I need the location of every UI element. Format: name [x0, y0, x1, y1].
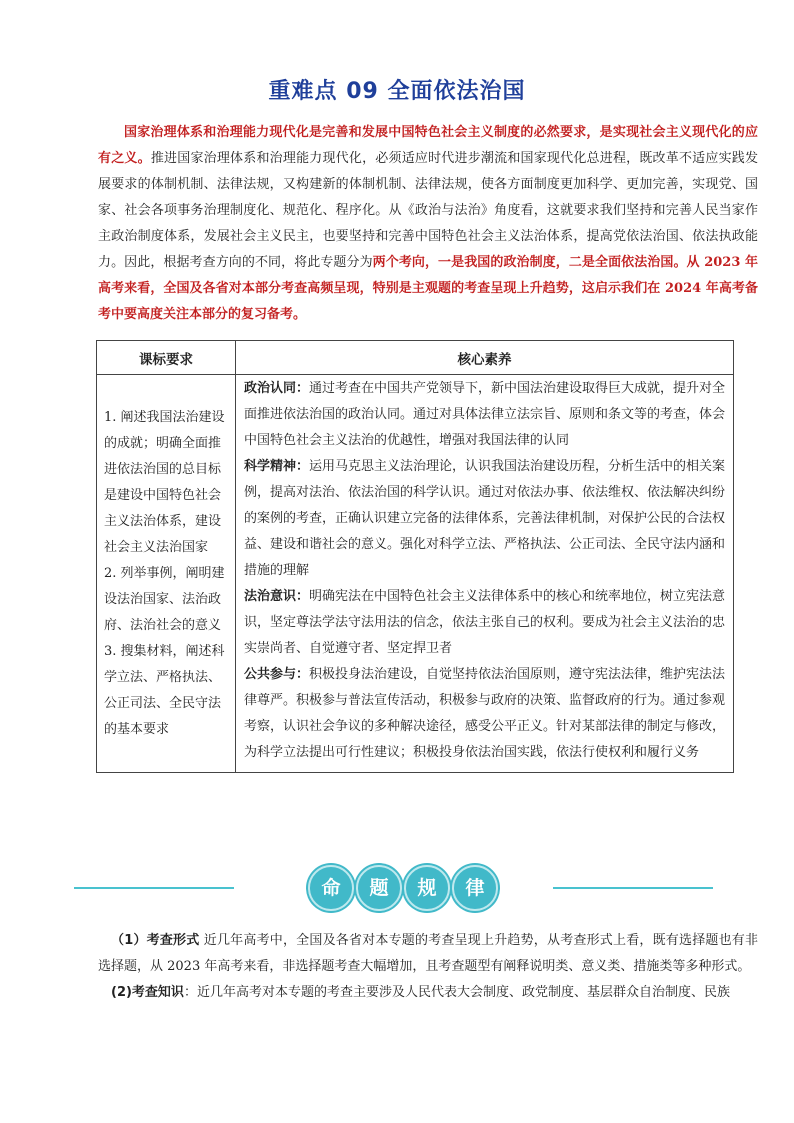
curriculum-item: 3. 搜集材料，阐述科学立法、严格执法、公正司法、全民守法的基本要求 — [104, 643, 225, 737]
body-text-form: 近几年高考中，全国及各省对本专题的考查呈现上升趋势，从考查形式上看，既有选择题也有非选择题，从 2023 年高考来看，非选择题考查大幅增加，且考查题型有阐释说明类、意义类、措施类等多种形式。 — [98, 933, 758, 974]
curriculum-item: 2. 列举事例，阐明建设法治国家、法治政府、法治社会的意义 — [104, 565, 225, 633]
table-row — [97, 375, 734, 773]
body-text-knowledge: ：近几年高考对本专题的考查主要涉及人民代表大会制度、政党制度、基层群众自治制度、民族 — [183, 985, 730, 1000]
literacy-item — [244, 662, 728, 766]
section-heading — [308, 865, 494, 911]
section-char-badge: 律 — [452, 865, 498, 911]
literacy-label: 政治认同： — [244, 381, 310, 396]
header-core-literacy: 核心素养 — [236, 341, 734, 375]
literacy-item — [244, 376, 728, 454]
section-divider-right — [553, 887, 713, 889]
literacy-item — [244, 454, 728, 584]
curriculum-item: 1. 阐述我国法治建设的成就；明确全面推进依法治国的总目标是建设中国特色社会主义法治体系，建设社会主义法治国家 — [104, 409, 225, 555]
body-label-knowledge: (2)考查知识 — [111, 985, 184, 1000]
intro-paragraph — [98, 120, 758, 328]
intro-red-tail: 两个考向，一是我国的政治制度，二是全面依法治国。从 2023 年高考来看，全国及各省对本部分考查高频呈现，特别是主观题的考查呈现上升趋势，这启示我们在 2024 年高考备考中要高度关注本部分的复习备考。 — [98, 255, 758, 322]
curriculum-text — [104, 405, 229, 743]
page-title: 重难点 09 全面依法治国 — [268, 79, 526, 104]
core-literacy-cell — [236, 375, 734, 773]
intro-red-lead: 国家治理体系和治理能力现代化是完善和发展中国特色社会主义制度的必然要求，是实现社会主义现代化的应有之义。 — [98, 125, 758, 166]
standards-table — [96, 340, 734, 773]
table-header-row — [97, 341, 734, 375]
curriculum-requirements — [97, 375, 236, 773]
section-divider-left — [74, 887, 234, 889]
section-char-badge: 命 — [308, 865, 354, 911]
literacy-text: 明确宪法在中国特色社会主义法律体系中的核心和统率地位，树立宪法意识，坚定尊法学法守法用法的信念，依法主张自己的权利。要成为社会主义法治的忠实崇尚者、自觉遵守者、坚定捍卫者 — [244, 589, 726, 656]
literacy-label: 法治意识： — [244, 589, 310, 604]
literacy-text: 通过考查在中国共产党领导下，新中国法治建设取得巨大成就，提升对全面推进依法治国的政治认同。通过对具体法律立法宗旨、原则和条文等的考查，体会中国特色社会主义法治的优越性，增强对我国法律的认同 — [244, 381, 726, 448]
header-curriculum: 课标要求 — [97, 341, 236, 375]
body-section — [98, 928, 758, 1006]
literacy-text: 积极投身法治建设，自觉坚持依法治国原则，遵守宪法法律，维护宪法法律尊严。积极参与普法宣传活动，积极参与政府的决策、监督政府的行为。通过参观考察，认识社会争议的多种解决途径，感受公平正义。针对某部法律的制定与修改，为科学立法提出可行性建议；积极投身依法治国实践，依法行使权利和履行义务 — [244, 667, 726, 760]
section-char-badge: 规 — [404, 865, 450, 911]
literacy-item — [244, 584, 728, 662]
section-char-badge: 题 — [356, 865, 402, 911]
intro-body-text: 推进国家治理体系和治理能力现代化，必须适应时代进步潮流和国家现代化总进程，既改革不适应实践发展要求的体制机制、法律法规，又构建新的体制机制、法律法规，使各方面制度更加科学、更加完善，实现党、国家、社会各项事务治理制度化、规范化、程序化。从《政治与法治》角度看，这就要求我们坚持和完善人民当家作主政治制度体系，发展社会主义民主，也要坚持和完善中国特色社会主义法治体系，提高党依法治国、依法执政能力。因此，根据考查方向的不同，将此专题分为 — [98, 151, 758, 270]
literacy-label: 公共参与： — [244, 667, 310, 682]
literacy-label: 科学精神： — [244, 459, 310, 474]
literacy-text: 运用马克思主义法治理论，认识我国法治建设历程，分析生活中的相关案例，提高对法治、依法治国的科学认识。通过对依法办事、依法维权、依法解决纠纷的案例的考查，正确认识建立完备的法律体系，完善法律机制，对保护公民的合法权益、建设和谐社会的意义。强化对科学立法、严格执法、公正司法、全民守法内涵和措施的理解 — [244, 459, 726, 578]
body-label-form: （1）考查形式 — [111, 933, 200, 948]
